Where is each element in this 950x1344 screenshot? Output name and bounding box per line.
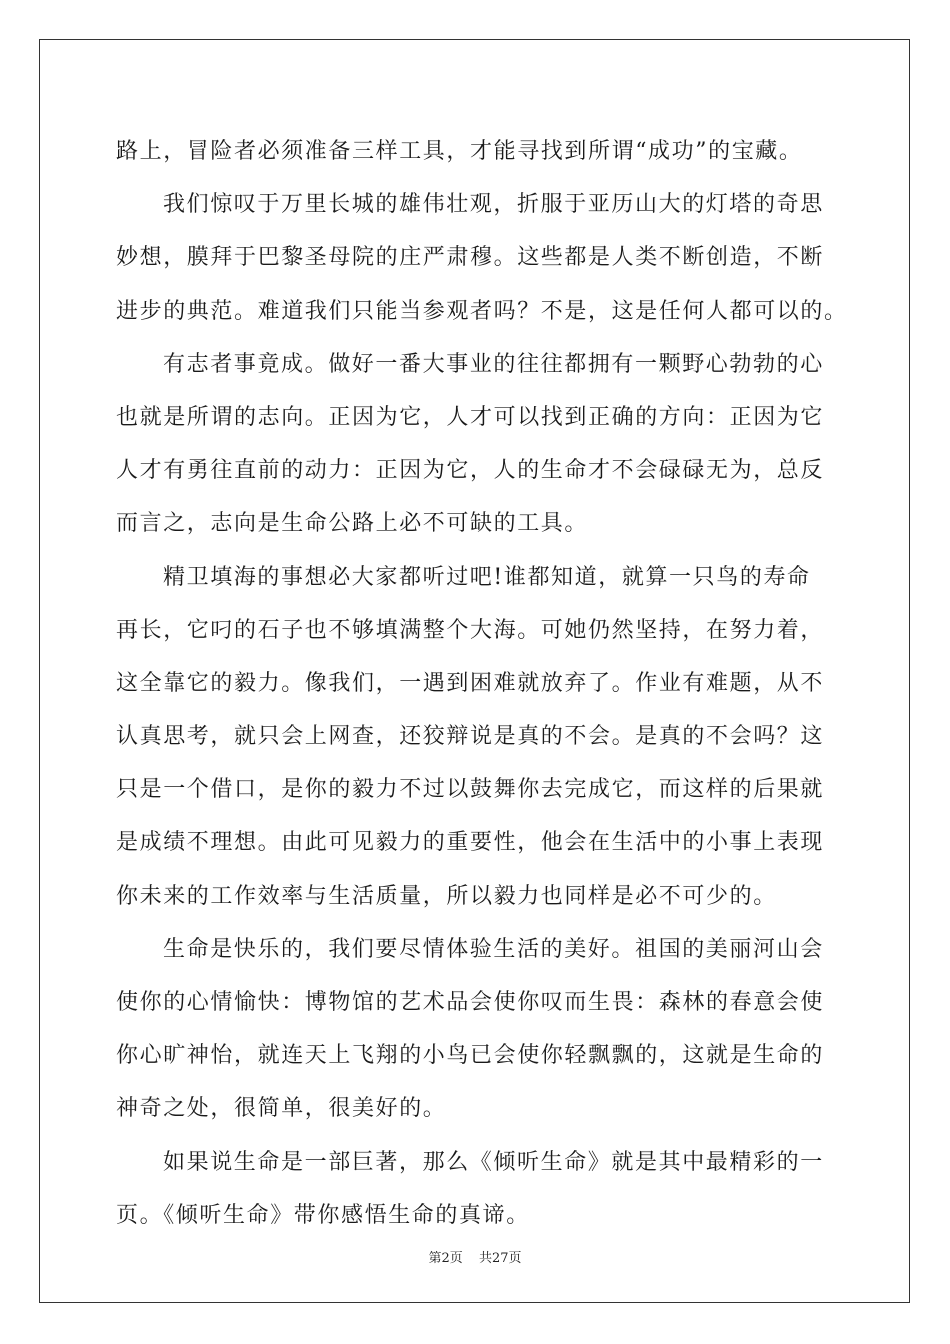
text-line: 也就是所谓的志向。正因为它，人才可以找到正确的方向：正因为它	[116, 404, 825, 430]
text-line: 只是一个借口，是你的毅力不过以鼓舞你去完成它，而这样的后果就	[116, 777, 825, 803]
text-line: 生命是快乐的，我们要尽情体验生活的美好。祖国的美丽河山会	[163, 936, 824, 962]
text-line: 精卫填海的事想必大家都听过吧!谁都知道，就算一只鸟的寿命	[163, 564, 811, 590]
text-line: 我们惊叹于万里长城的雄伟壮观，折服于亚历山大的灯塔的奇思	[163, 192, 824, 218]
page-number: 第2页	[428, 1251, 463, 1266]
text-line: 再长，它叼的石子也不够填满整个大海。可她仍然坚持，在努力着，	[116, 617, 825, 643]
text-line: 妙想，膜拜于巴黎圣母院的庄严肃穆。这些都是人类不断创造，不断	[116, 245, 825, 271]
text-line: 如果说生命是一部巨著，那么《倾听生命》就是其中最精彩的一	[163, 1149, 824, 1175]
text-line: 页。《倾听生命》带你感悟生命的真谛。	[116, 1202, 530, 1228]
text-line: 使你的心情愉快：博物馆的艺术品会使你叹而生畏：森林的春意会使	[116, 990, 825, 1015]
text-line: 进步的典范。难道我们只能当参观者吗？不是，这是任何人都可以的。	[116, 298, 848, 324]
text-line: 神奇之处，很简单，很美好的。	[116, 1096, 447, 1122]
text-line: 你心旷神怡，就连天上飞翔的小鸟已会使你轻飘飘的，这就是生命的	[116, 1043, 825, 1069]
text-line: 而言之，志向是生命公路上必不可缺的工具。	[116, 511, 589, 537]
page-total: 共27页	[478, 1251, 522, 1266]
text-line: 你未来的工作效率与生活质量，所以毅力也同样是必不可少的。	[116, 883, 777, 909]
page-footer	[0, 1247, 950, 1266]
text-line: 是成绩不理想。由此可见毅力的重要性，他会在生活中的小事上表现	[116, 830, 825, 856]
document-body	[116, 125, 848, 1242]
text-line: 有志者事竟成。做好一番大事业的往往都拥有一颗野心勃勃的心	[163, 351, 824, 377]
text-line: 认真思考，就只会上网查，还狡辩说是真的不会。是真的不会吗？这	[116, 724, 825, 750]
text-line: 路上，冒险者必须准备三样工具，才能寻找到所谓“成功”的宝藏。	[116, 139, 803, 164]
text-line: 这全靠它的毅力。像我们，一遇到困难就放弃了。作业有难题，从不	[116, 670, 825, 696]
text-line: 人才有勇往直前的动力：正因为它，人的生命才不会碌碌无为，总反	[116, 458, 825, 484]
